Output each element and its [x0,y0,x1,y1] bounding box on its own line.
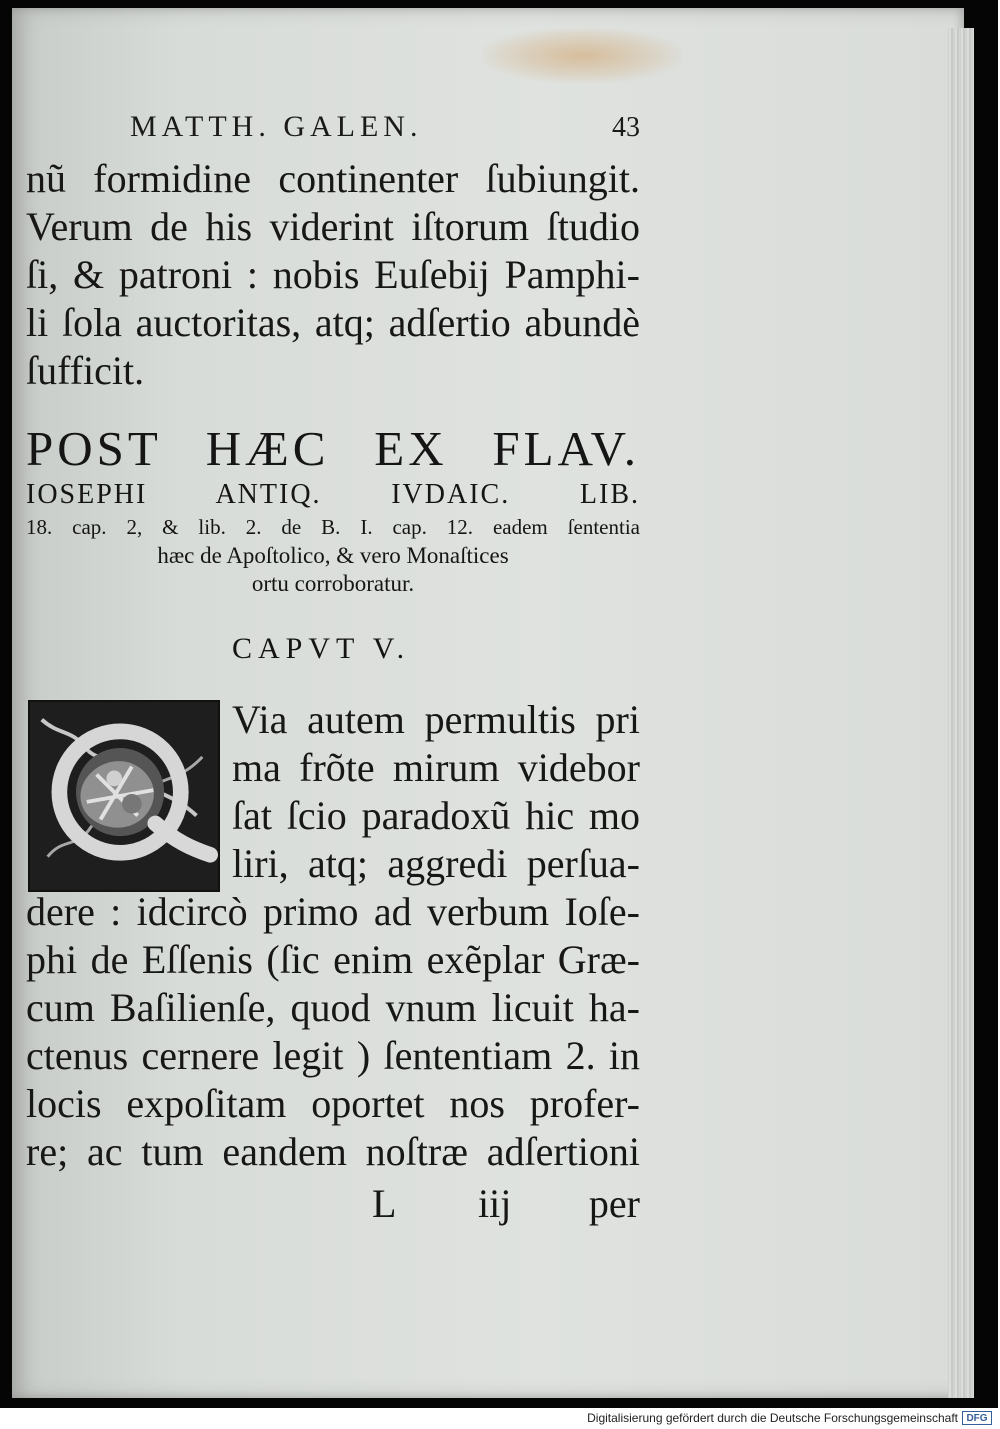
section-heading [26,420,640,598]
paragraph-two-line: re; ac tum eandem noſtræ adſertioni [26,1129,640,1174]
running-head [130,110,640,150]
paragraph-two-line: cum Baſilienſe, quod vnum licuit ha- [26,985,640,1030]
paragraph-one-line: ſufficit. [26,348,145,393]
paragraph-one-line: ſi, & patroni : nobis Euſebij Pamphi- [26,252,640,297]
signature-mark: L [372,1181,397,1226]
paragraph-two-line: ctenus cernere legit ) ſententiam 2. in [26,1033,640,1078]
page-number: 43 [612,112,640,143]
paragraph-two-line: ma frõte mirum videbor [232,745,640,790]
paragraph-two-line: dere : idcircò primo ad verbum Ioſe- [26,889,640,934]
decorated-initial-q [28,700,220,892]
paragraph-two-line: liri, atq; aggredi perſua- [232,841,640,886]
page-edge [948,28,974,1398]
chapter-heading: CAPVT V. [232,632,411,665]
section-heading-description: hæc de Apoſtolico, & vero Monaſtices [157,543,509,568]
section-heading-reference: 18. cap. 2, & lib. 2. de B. I. cap. 12. eadem ſententia [26,515,640,539]
running-title: MATTH. GALEN. [130,110,423,143]
paragraph-one-line: li ſola auctoritas, atq; adſertio abundè [26,300,640,345]
dfg-logo: DFG [962,1411,992,1425]
section-heading-description-end: ortu corroboratur. [251,571,415,596]
paragraph-one-line: nũ formidine continenter ſubiungit. [26,156,640,201]
decorated-initial-illustration [30,702,218,890]
paragraph-one-line: Verum de his viderint iſtorum ſtudio [26,204,640,249]
section-heading-title: POST HÆC EX FLAV. [26,421,640,476]
signature-number: iij [478,1181,512,1226]
paragraph-two-line: locis expoſitam oportet nos profer- [26,1081,640,1126]
paragraph-one [26,155,640,395]
paper-stain [482,28,682,83]
paragraph-two-line: ſat ſcio paradoxũ hic mo [232,793,640,838]
paragraph-two-indented [232,696,640,888]
digitization-credit-bar [0,1408,1000,1429]
section-heading-subtitle: IOSEPHI ANTIQ. IVDAIC. LIB. [26,479,640,510]
paragraph-two-line: Via autem permultis pri [232,697,640,742]
digitization-credit: Digitalisierung gefördert durch die Deutsche Forschungsgemeinschaft [587,1411,958,1425]
page-footer-line [26,1180,640,1230]
paragraph-two-full-width [26,888,640,1176]
catchword: per [588,1181,640,1226]
paragraph-two-line: phi de Eſſenis (ſic enim exẽplar Græ- [26,937,640,982]
